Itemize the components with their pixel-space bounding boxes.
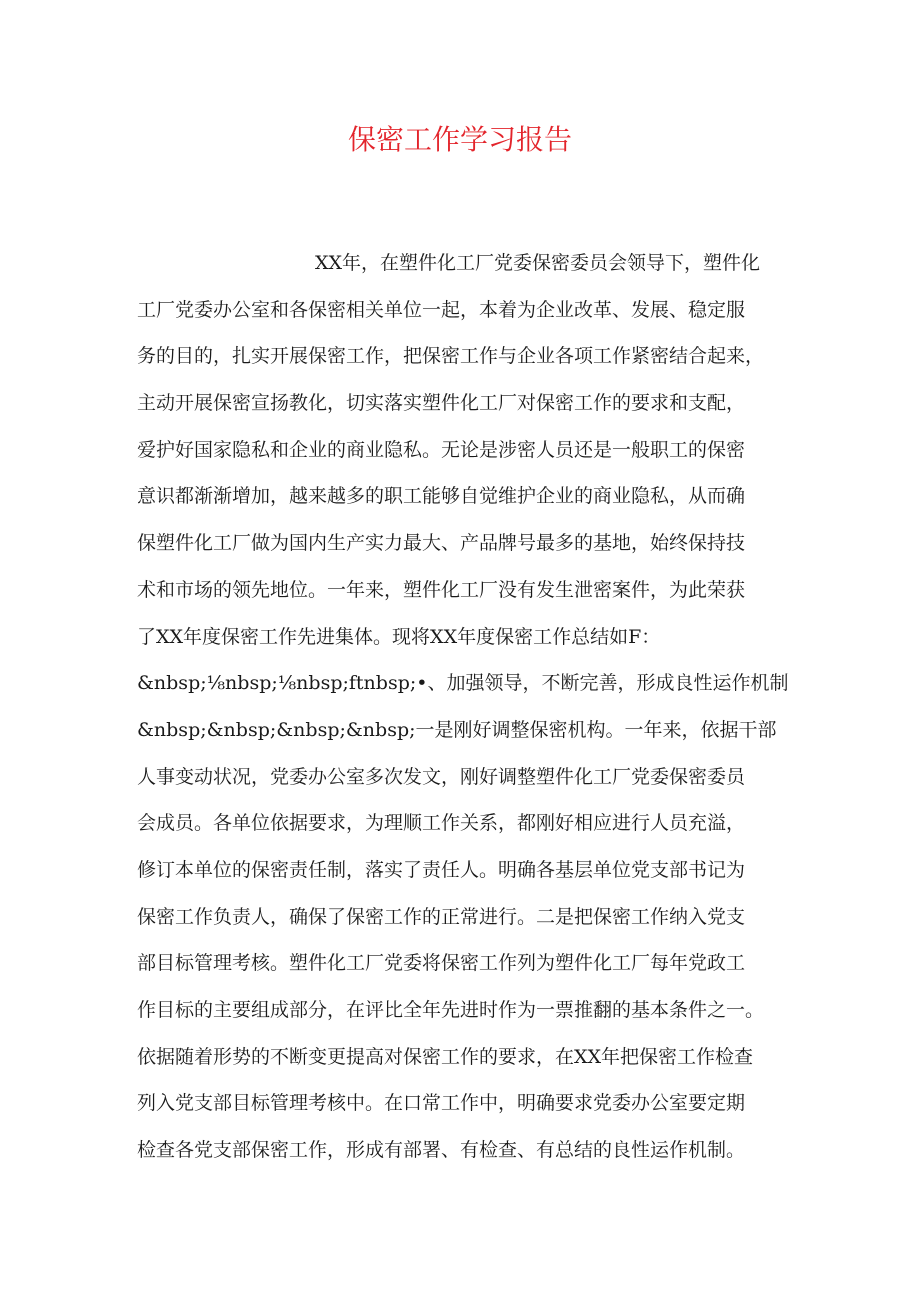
body-line: &nbsp;⅛nbsp;⅛nbsp;ftnbsp;•、加强领导，不断完善，形成良性运作机制	[137, 672, 789, 695]
body-line: 爱护好国家隐私和企业的商业隐私。无论是涉密人员还是一般职工的保密	[137, 438, 746, 461]
body-line: XX年，在塑件化工厂党委保密委员会领导下，塑件化	[315, 252, 761, 274]
body-line: 检查各党支部保密工作，形成有部署、有检查、有总结的良性运作机制。	[137, 1139, 746, 1162]
body-line: 了XX年度保密工作先进集体。现将XX年度保密工作总结如F：	[137, 625, 661, 648]
body-line: 保密工作负责人，确保了保密工作的正常进行。二是把保密工作纳入党支	[137, 905, 746, 928]
body-line: &nbsp;&nbsp;&nbsp;&nbsp;一是刚好调整保密机构。一年来，依据干部	[137, 718, 777, 741]
body-line: 人事变动状况，党委办公室多次发文，刚好调整塑件化工厂党委保密委员	[137, 765, 746, 788]
body-line: 部目标管理考核。塑件化工厂党委将保密工作列为塑件化工厂每年党政工	[137, 952, 746, 975]
body-line: 保塑件化工厂做为国内生产实力最大、产品牌号最多的基地，始终保持技	[137, 532, 746, 555]
body-line: 修订本单位的保密责任制，落实了责任人。明确各基层单位党支部书记为	[137, 858, 746, 881]
document-title: 保密工作学习报告	[347, 123, 572, 156]
body-line: 列入党支部目标管理考核中。在口常工作中，明确要求党委办公室要定期	[137, 1092, 746, 1115]
body-line: 工厂党委办公室和各保密相关单位一起，本着为企业改革、发展、稳定服	[137, 298, 746, 321]
body-line: 意识都渐渐增加，越来越多的职工能够自觉维护企业的商业隐私，从而确	[137, 485, 746, 508]
body-line: 务的目的，扎实开展保密工作，把保密工作与企业各项工作紧密结合起来，	[137, 345, 765, 368]
document-body	[137, 240, 797, 1174]
body-line: 会成员。各单位依据要求，为理顺工作关系，都刚好相应进行人员充溢，	[137, 812, 746, 835]
body-line: 作目标的主要组成部分，在评比全年先进时作为一票推翻的基本条件之一。	[137, 999, 765, 1021]
body-line: 依据随着形势的不断变更提高对保密工作的要求，在XX年把保密工作检查	[137, 1045, 754, 1068]
body-line: 术和市场的领先地位。一年来，塑件化工厂没有发生泄密案件，为此荣获	[137, 578, 746, 601]
body-line: 主动开展保密宣扬教化，切实落实塑件化工厂对保密工作的要求和支配，	[137, 392, 746, 415]
